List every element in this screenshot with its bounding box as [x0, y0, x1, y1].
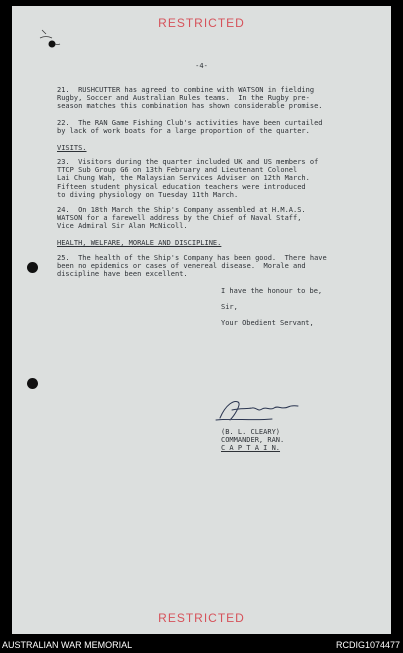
paragraph-22: 22. The RAN Game Fishing Club's activities have been curtailed by lack of work boats for a large proportion of the quarter.	[57, 119, 323, 136]
paragraph-23: 23. Visitors during the quarter included UK and US members of TTCP Sub Group G6 on 13th February and Lieutenant Colonel Lai Chung Wah, the Malaysian Services Adviser on 12th March. Fifteen student physical education teachers were introduced to diving physiology on Tuesday 11th March.	[57, 158, 319, 199]
paragraph-25: 25. The health of the Ship's Company has been good. There have been no epidemics or cases of venereal disease. Morale and discipline have been excellent.	[57, 254, 327, 279]
paragraph-24: 24. On 18th March the Ship's Company assembled at H.M.A.S. WATSON for a farewell address by the Chief of Naval Staff, Vice Admiral Sir Alan McNicoll.	[57, 206, 306, 231]
signatory-name: (B. L. CLEARY)	[221, 428, 281, 436]
signatory-title: C A P T A I N.	[221, 444, 281, 452]
visits-heading: VISITS.	[57, 144, 87, 152]
signatory-rank: COMMANDER, RAN.	[221, 436, 285, 444]
document-page	[12, 6, 391, 634]
footer-source: AUSTRALIAN WAR MEMORIAL	[2, 640, 133, 650]
paragraph-21: 21. RUSHCUTTER has agreed to combine with WATSON in fielding Rugby, Soccer and Australian Rules teams. In the Rugby pre- season matches this combination has shown considerable promise.	[57, 86, 323, 111]
closing-line-sir: Sir,	[221, 303, 238, 311]
footer-record-id: RCDIG1074477	[335, 640, 400, 650]
classification-stamp-top: RESTRICTED	[158, 16, 245, 30]
classification-stamp-bottom: RESTRICTED	[158, 611, 245, 625]
punch-hole	[27, 262, 38, 273]
file-tag-icon	[36, 24, 64, 58]
closing-line-honour: I have the honour to be,	[221, 287, 323, 295]
punch-hole	[27, 378, 38, 389]
closing-line-servant: Your Obedient Servant,	[221, 319, 314, 327]
health-heading: HEALTH, WELFARE, MORALE AND DISCIPLINE.	[57, 239, 222, 247]
page-number: -4-	[195, 62, 208, 70]
handwritten-signature	[212, 394, 302, 426]
